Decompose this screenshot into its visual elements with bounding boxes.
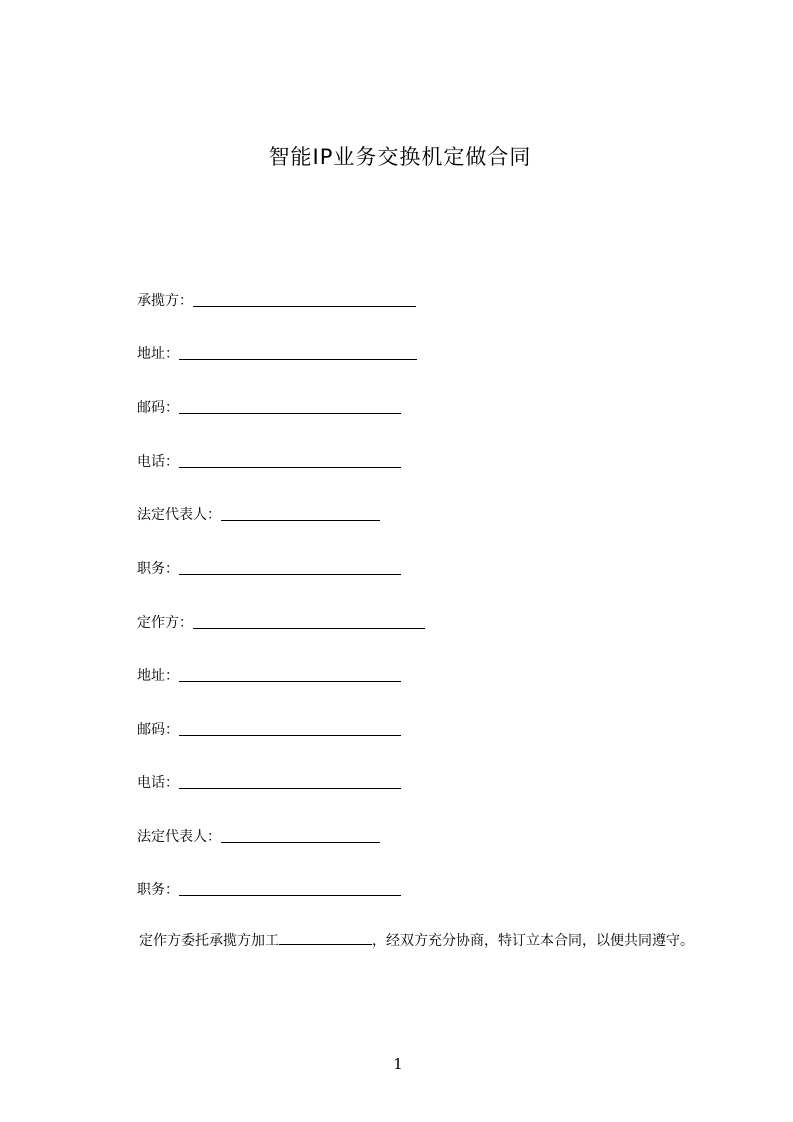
contractor-name-label: 承揽方： bbox=[137, 293, 193, 309]
client-name-label: 定作方： bbox=[137, 615, 193, 631]
product-blank bbox=[279, 928, 372, 945]
client-name-blank bbox=[193, 627, 425, 629]
client-phone-field bbox=[137, 769, 401, 793]
preamble-text-before: 定作方委托承揽方加工 bbox=[139, 933, 279, 949]
client-representative-blank bbox=[221, 841, 380, 843]
contractor-phone-blank bbox=[179, 466, 401, 468]
contractor-position-field bbox=[137, 555, 401, 579]
contractor-name-field bbox=[137, 287, 416, 311]
contractor-representative-blank bbox=[221, 519, 380, 521]
contractor-representative-label: 法定代表人： bbox=[137, 507, 221, 523]
contract-preamble bbox=[105, 928, 705, 954]
contractor-address-field bbox=[137, 340, 417, 364]
contractor-postcode-blank bbox=[179, 412, 401, 414]
client-representative-label: 法定代表人： bbox=[137, 829, 221, 845]
contractor-phone-field bbox=[137, 448, 401, 472]
client-address-label: 地址： bbox=[137, 668, 179, 684]
client-representative-field bbox=[137, 823, 380, 847]
preamble-text-after: ，经双方充分协商，特订立本合同，以便共同遵守。 bbox=[372, 933, 694, 949]
client-postcode-label: 邮码： bbox=[137, 722, 179, 738]
contractor-position-blank bbox=[179, 573, 401, 575]
client-phone-label: 电话： bbox=[137, 775, 179, 791]
client-address-field bbox=[137, 662, 401, 686]
contractor-postcode-label: 邮码： bbox=[137, 400, 179, 416]
client-position-blank bbox=[179, 894, 401, 896]
client-phone-blank bbox=[179, 787, 401, 789]
contractor-phone-label: 电话： bbox=[137, 454, 179, 470]
client-address-blank bbox=[179, 680, 401, 682]
contractor-position-label: 职务： bbox=[137, 561, 179, 577]
contractor-address-blank bbox=[179, 358, 417, 360]
contractor-address-label: 地址： bbox=[137, 346, 179, 362]
client-postcode-field bbox=[137, 716, 401, 740]
client-name-field bbox=[137, 609, 425, 633]
client-postcode-blank bbox=[179, 734, 401, 736]
client-position-field bbox=[137, 876, 401, 900]
contractor-postcode-field bbox=[137, 394, 401, 418]
contract-title: 智能IP业务交换机定做合同 bbox=[268, 145, 532, 169]
page-number: 1 bbox=[393, 1055, 403, 1073]
contractor-name-blank bbox=[193, 305, 416, 307]
client-position-label: 职务： bbox=[137, 882, 179, 898]
contractor-representative-field bbox=[137, 501, 380, 525]
